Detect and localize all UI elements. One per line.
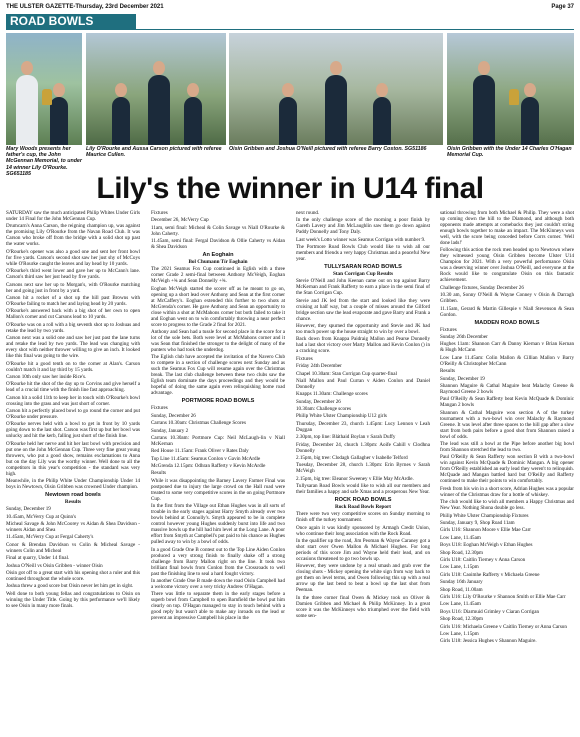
article-body (6, 210, 574, 732)
person-figure (16, 75, 38, 145)
page-header-left: THE ULSTER GAZETTE-Thursday, 23rd December 2021 (6, 4, 164, 10)
article-paragraph: Sunday, January 9, Shop Road 11am (440, 520, 515, 527)
article-paragraph: 10.45am, McVerry Cup at Quinn's (6, 513, 76, 520)
article-paragraph: Girls U16: Michaela Greene v Caitlin Tierney or Anna Carson (440, 623, 567, 630)
section-heading: PORTMORE ROAD BOWLS (181, 398, 255, 405)
article-paragraph: In the first from the Village out Ethan Hughes was in all sorts of trouble in the early stages against Harry Smyth already over two bowls behind at Connolly's. Smyth appeared to be in complete control however young Hughes suddenly burst into life and two massive bowls up the hill had him level at the Long Lane. A poor effort from Smyth at Campbell's put paid to his chance as Hughes pulled away to win by a bowl of odds. (151, 503, 285, 546)
photo-lily-aussa-referee (86, 33, 226, 145)
photo-caption: Oisin Gribben with the Under 14 Charles O'Hagan Memorial Cup. (447, 146, 572, 159)
article-paragraph: Shannon Maguire & Cathal Maguire beat Malachy Greene & Raymond Greene 2 bowls (440, 382, 574, 395)
article-paragraph: Girls U18: Caitlin Tierney v Anna Carson (440, 556, 526, 563)
person-figure (184, 97, 202, 145)
article-paragraph: Challenge fixtures, Sunday December 26 (440, 284, 524, 291)
article-paragraph: The lead was still a bowl at the Pipe before another big bowl from Shannon stretched the lead to two. (440, 441, 574, 454)
article-paragraph: Fixtures (440, 326, 457, 333)
article-paragraph: Sunday, December 19 (6, 506, 51, 513)
article-paragraph: In the only challenge score of the morning a poor finish by Gareth Lavery and Jim McLaughlin saw them go down against Paddy Donnelly and Tony Daly. (296, 217, 430, 236)
article-paragraph: O'Rourke's opener was also a good one and sent her front bowl for five yards. Carson's second shot saw her just shy of McCoys while O'Rourke caught the leaves and lay head by 10 yards. (6, 248, 140, 267)
article-paragraph: Sunday, December 26 (296, 398, 341, 405)
article-paragraph: O'Rourke hit the shot of the day up to Corvins and give herself a lead of a crucial time with the finish line fast approaching. (6, 381, 140, 394)
article-column (296, 210, 430, 732)
person-figure (473, 75, 495, 145)
article-paragraph: Shannon & Cathal Maguire won section A of the turkey tournament with a two-bowl win over Malachy & Raymond Greene. It was level after three spaces to the hill gap after a slow start from both pairs before a good shot from Shannon raised a bowl of odds. (440, 409, 574, 440)
trophy-icon (509, 89, 519, 105)
article-paragraph: Carrans 10.30am: Portmore Cup: Neil McLaugh-lin v Niall McKernan (151, 434, 285, 447)
article-paragraph: sational throwing from both Michael & Philip. They were a shot up coming down the hill to the Diamond, and although both opponents made attempts at comebacks they just couldn't string enough bowls together to make an impact. The McKinneys won well, with the score being conceded before Corrs corner. 'Well done lads!' (440, 210, 574, 246)
article-paragraph: Final at quarry, Under 14 final. (6, 555, 70, 562)
section-heading: Newtown road bowls (45, 492, 101, 499)
photo-cup-presentation (6, 33, 82, 145)
person-figure (279, 97, 297, 145)
article-paragraph: The Eglish club have accepted the invitation of the Navero Club to compete in a section of challenge scores next Sunday and as such the Seamus Fox Cup will resume again over the Christmas break. The last club challenge between these two clubs saw the Eglish team dominate the days proceedings and they would be hopeful of doing the same again even relinquishing home road advantage. (151, 354, 285, 397)
article-paragraph: Carson 10th only saw her inside Rice's. (6, 373, 87, 380)
article-paragraph: In the three corner final Owen & Mickey took on Oliver & Damien Gribben and Michael & Philip McKinney. In a great score it was the McKinneys who triumphed over the field with some sen- (296, 594, 430, 619)
person-figure (373, 97, 391, 145)
article-paragraph: December 26, McVerry Cup (151, 217, 209, 224)
article-paragraph: next round. (296, 210, 320, 216)
article-paragraph: Back down from Knappa Paidraig Mallon and Pearse Donnelly had a last shot victory over Marty Mallon and Kevin Conlon () in a cracking score. (296, 336, 430, 355)
article-column (440, 210, 574, 732)
person-figure (325, 75, 347, 145)
article-paragraph: Micheal Savage & John McCoorey vs Aidan & Shea Davidson - winners Aidan and Shea (6, 521, 140, 534)
article-paragraph: Following this action the rock men headed up to Newtown where they witnessed young Oisin Gribben become Ulster U14 Champion for 2021. With a very powerful performance Oisin was a deserving winner over Joshua O'Neill, and everyone at the Rock would like to congratulate Oisin on this fantastic achievement. (440, 247, 574, 284)
article-paragraph: Friday, December 24, church 1.30pm: Aoife Cahill v Clodhna Donnelly (296, 441, 430, 454)
article-paragraph: O'Rourke was on a roll with a big seventh shot up to Joshuas and retake the lead by two yards. (6, 321, 140, 334)
article-paragraph: Red House 11.15am: Frank Oliver v Rates Daly (151, 448, 249, 455)
article-paragraph: In the qualifier up the road, Jim Peoman & Wayne Caraney got a shot start over Owen Mallon & Michael Hughes. For long periods of this score Jim and Wayne held their lead, and on occasions threatened to go two bowls up. (296, 537, 430, 562)
article-paragraph: 11am, semi final: Micheal & Colin Savage vs Niall O'Rourke & John Caherty. (151, 224, 285, 237)
article-paragraph: Low Lane, 1.15pm (440, 630, 479, 637)
article-paragraph: Shop Road, 12.30pm (440, 549, 484, 556)
article-paragraph: Sunday 16th January (440, 579, 483, 586)
article-paragraph: 11.15am, Gerard & Martin Gillespie v Niall Stevenson & Sean Gordon. (440, 305, 574, 318)
section-heading: TULLYSARAN ROAD BOWLS (324, 264, 402, 271)
section-rule (6, 29, 574, 30)
article-paragraph: Low Lane 11.45am: Colin Mallon & Cillian Mallon v Barry O'Reilly & Christopher McCann (440, 354, 574, 367)
article-paragraph: Results (151, 470, 167, 477)
photo-caption: Oisin Gribben and Joshua O'Neill pictured with referee Barry Coston. SG51186 (229, 146, 427, 152)
photo-caption: Lily O'Rourke and Aussa Carson pictured with referee Maurice Cullen. (86, 146, 222, 159)
article-paragraph: 2.15pm, big tree: Eleanor Sweeney v Ellie May McArdle. (296, 475, 414, 482)
article-paragraph: In a good Grade One B contest out to the Top Line Aiden Conlon produced a very strong finish to finally shake off a strong challenge from Barry Mallon right on the line. It took two brilliant final bowls from Conlon from the Crossroads to well past the finishing line to seal a hard fought victory. (151, 546, 285, 577)
article-paragraph: Paul O'Reilly & Sean Rafferty won section B with a two-bowl win against Kevin McQuade & Dominic Mangan. A big opener from O'Reilly established an early lead they weren't to relinquish. McQuade and Mangan battled hard but O'Reilly and Rafferty continued to make their points to win comfortably. (440, 454, 574, 485)
article-paragraph: Results (440, 368, 456, 375)
person-figure (50, 97, 68, 145)
article-paragraph: Knapps 11.30am: Challenge scores (296, 391, 368, 398)
section-heading: MADDEN ROAD BOWLS (474, 319, 540, 326)
article-paragraph: SATURDAY saw the much anticipated Philip Whites Under Girls under 14 Final for the John McGennan Cup. (6, 210, 140, 222)
article-paragraph: Girls U16: Lily O'Rourke v Shannon Smith or Ellie Mae Carr (440, 593, 566, 600)
article-paragraph: Stevie and JK led from the start and looked like they were cruising at half way, but a couple of misses around the Gilford bridge section saw the lead evaporate and gave Barry and Frank a chance. (296, 297, 430, 322)
article-paragraph: However, they spurned the opportunity and Stevie and JK had too much power up the house straight to win by over a bowl. (296, 322, 430, 335)
article-paragraph: Joshua threw a good score but Oisin never let him get in sight. (6, 583, 134, 590)
article-paragraph: Carrans 10.30am: Christmas Challenge Scores (151, 420, 246, 427)
section-subheading: Bol Chumann Tír Eoghain (188, 259, 248, 266)
article-paragraph: Boys U16: Diarmuid Grimley v Ciaran Corrigan (440, 608, 540, 615)
article-paragraph: Anthony and Sean had a tussle for second place in the score for a lot of the sole bets. Both were level at McMahons corner and it was Sean that finished the stronger to the delight of many of the punters who had took the underdog. (151, 328, 285, 353)
article-paragraph: There were two very competitive scores on Sunday morning to finish off the turkey tournament. (296, 511, 430, 524)
article-paragraph: 11.45am, semi final: Fergal Davidson & Ollie Caherty vs Aidan & Shea Davidson (151, 238, 285, 251)
article-paragraph: Last week's Lotto winner was Seamus Corrigan with number 9. (296, 236, 426, 243)
photo-oisin-cup (447, 33, 574, 145)
section-heading: ROCK ROAD BOWLS (334, 497, 392, 504)
article-paragraph: In another Grade One B made down the road Oisin Campbell had a welcome victory over a very tricky Andrew O'Hagan. (151, 578, 285, 591)
article-paragraph: O'Rourke held her nerve and hit her last bowl with precision and put one on the John McGennan Cup. Three very fine great young throwers, who put a good show, remains exclamations to Anna but on the day Lily was the worthy winner. Well done to all the competitors in this year's competition - the standard was very high. (6, 440, 140, 477)
article-paragraph: Girls U18: Jessica Hughes v Shannon Maguire. (440, 638, 537, 645)
article-paragraph: O'Rourke nerves held with a bowl to get in front by 10 yards going down to the last shot. Carson was first up but her bowl was unlucky and hit the kerb, falling just short of the finish line. (6, 421, 140, 440)
article-paragraph: While it was disappointing the Barney Lavery Farmer Final was postponed due to injury the large crowd on the Hall road were treated to some very competitive scores in the on going Portmore Cup. (151, 477, 285, 502)
article-paragraph: Sunday, December 19 (440, 375, 485, 382)
article-paragraph: 10.30 am, Sonny O'Neill & Wayne Conney v Oisin & Darragh Gribben. (440, 292, 574, 305)
article-paragraph: Conor & Brendan Davidson vs Colin & Micheal Savage - winners Colin and Micheal (6, 541, 140, 554)
article-paragraph: Oisin got off to a great start with his opening shot a ruler and this continued throughout the whole score. (6, 569, 140, 582)
article-paragraph: The 2021 Seamus Fox Cup continued in Eglish with a three corner Grade 2 semi-final between Anthony McVeigh, Eoghan McVeigh +¾ and Sean Donnelly +¾. (151, 266, 285, 285)
article-paragraph: Carson hit a solid 11th to keep her in touch with O'Rourke's bowl crossing into the grass and was just short of corner. (6, 394, 140, 407)
article-paragraph: Carson hit a rocket of a shot up the hill past Browns with O'Rourke failing to match her and laying head by 20 yards. (6, 294, 140, 307)
section-banner: ROAD BOWLS (6, 14, 136, 29)
article-paragraph: 11.45am, McVerry Cup at Fergal Caherty's (6, 534, 94, 541)
section-subheading: Rock Road Bowls Report (334, 504, 392, 511)
article-paragraph: Well done to both young fellas and congratulations to Oisin on winning the Under Title. Going by this performance we'll likely to see Oisin in many more finals. (6, 590, 140, 609)
article-paragraph: Top Line 11.45am: Seamus Conlon v Gavin McArdle (151, 455, 261, 462)
article-paragraph: Sunday, December 26 (151, 412, 196, 419)
article-paragraph: Carson hit a perfectly placed bowl to go round the corner and put O'Rourke under pressure. (6, 408, 140, 421)
page-header (6, 4, 574, 14)
section-subheading: Results (64, 499, 82, 506)
photo-caption: Mary Woods presents her father's cup, the John McGennan Memorial, to under 14 winner Lily O'Rourke. SG651185 (6, 146, 82, 177)
article-paragraph: The club would like to wish all members a Happy Christmas and New Year. Nothing Shona double go less. (440, 499, 574, 512)
section-heading: An Eoghain (202, 252, 234, 259)
article-paragraph: Boys U18: Eoghan McVeigh v Ethan Hughes (440, 542, 533, 549)
article-paragraph: Tuesday, December 28, church 1.30pm: Erin Byrnes v Sarah McVeigh (296, 462, 430, 475)
article-paragraph: 2.15pm, big tree: Clodagh Gallagher v Isabelle Telford (296, 455, 408, 462)
article-paragraph: Friday 24th December (296, 363, 342, 370)
headline: Lily's the winner in U14 final (96, 172, 484, 205)
trophy-icon (42, 89, 52, 105)
article-paragraph: Fresh from his win in a short score, Adrian Hughes was a popular winner of the Christmas draw for a bottle of whiskey. (440, 485, 574, 498)
article-paragraph: There was little to separate them in the early stages before a superb bowl from Campbell to open Barnfield the bowl put him clearly on top. O'Hagan managed to stay in touch behind with a good reply but wasn't able to make any inroads on the lead or prevent an impressive Campbell his place in the (151, 591, 285, 622)
article-paragraph: 10.30am: Challenge scores (296, 406, 352, 413)
person-figure (112, 97, 130, 145)
article-column (151, 210, 285, 732)
article-paragraph: Fixtures (151, 210, 168, 216)
article-paragraph: Niall Mallon and Paul Curran v Aiden Conlon and Daniel Donnelly (296, 377, 430, 390)
section-subheading: Stan Corrigan Cup Results (332, 271, 394, 278)
article-paragraph: Girls U18: Caoimhe Rafferty v Michaela Greene (440, 571, 540, 578)
article-paragraph: Stevie O'Neill and John Keenan came out on top against Barry McKernan and Frank Rafferty to earn a place in the semi final of the Stan Corrigan Cup. (296, 278, 430, 297)
article-paragraph: Carsons next saw her up to Morgan's, with O'Rourke matching her and going just in front by a yard. (6, 281, 140, 294)
article-paragraph: Chapel 10.30am: Stan Corrigan Cup quarter-final (296, 370, 397, 377)
article-column (6, 210, 140, 732)
article-paragraph: The Portmore Road Bowls Club would like to wish all our members and friends a very happy Christmas and a peaceful New year. (296, 244, 430, 263)
article-paragraph: Tullysaran Road Bowls would like to wish all our members and their families a happy and safe Xmas and a prosperous New Year. (296, 483, 430, 496)
article-paragraph: Fixtures (296, 355, 313, 362)
article-paragraph: Drumcarn's Anna Carson, the reigning champion up, was against the promising Lily O'Rourke from the Navan Road Club. It was Carson who broke off from the bridge with a solid shot up past the water works. (6, 223, 140, 248)
article-paragraph: Once again it was kindly sponsored by Armagh Credit Union, who continue their long association with the Rock Road. (296, 524, 430, 537)
article-paragraph: 2.30pm, top line: Bláthaid Boylan v Sarah Duffy (296, 434, 396, 441)
article-paragraph: Low Lane, 11.45am (440, 601, 481, 608)
article-paragraph: Hughes 11am: Shannon Carr & Danny Kiernan v Brian Kernan & Hugh McCann (440, 341, 574, 354)
article-paragraph: Low Lane, 11.45am (440, 534, 481, 541)
photo-oisin-joshua-referee (229, 33, 443, 145)
article-paragraph: Philip White Ulster Championship U12 girls (296, 413, 387, 420)
article-paragraph: Thursday, December 23, church 1.45pm: Lucy Lennon v Leah Duggan (296, 420, 430, 433)
article-paragraph: Sunday, January 2 (151, 427, 189, 434)
article-paragraph: O'Rourke hit a good tenth on to the corner at Alan's. Carson couldn't match it and lay third by 15 yards. (6, 360, 140, 373)
article-paragraph: Sunday 26th December (440, 333, 488, 340)
article-paragraph: McGrenda 12.15pm: Odhran Rafferty v Kevin McArdle (151, 463, 266, 470)
article-paragraph: Paul O'Reilly & Sean Rafferty beat Kevin McQuade & Dominic Mangan 2 bowls (440, 396, 574, 409)
article-paragraph: Low Lane, 1.15pm (440, 564, 479, 571)
article-paragraph: However, they were undone by a real smash and grab over the closing shots - Mickey opening the white sign from way back to get them on level terms, and Owen following this up with a real arrow up the last bend to beat a bowl up the last shot from Peeman. (296, 563, 430, 594)
article-paragraph: O'Rourke's third went lower and gave her up to McCann's lane. Carson's third saw her just head by five yards. (6, 268, 140, 281)
article-paragraph: Carson next was a solid one and saw her just past the lane turns and retake the lead by two yards. The lead was changing with every shot with neither thrower willing to give an inch. It looked like this final was going to the wire. (6, 335, 140, 360)
article-paragraph: Joshua O'Neill vs Oisin Gribben - winner Oisin (6, 562, 103, 569)
article-paragraph: Fixtures (151, 405, 168, 412)
article-paragraph: Meanwhile, in the Philip White Under Championship Under 14 boys in Newtown, Oisin Gribben was crowned Under champion. (6, 478, 140, 491)
person-figure (521, 97, 539, 145)
article-paragraph: Philip White Ulster Championship Fixtures (440, 512, 529, 519)
person-figure (148, 75, 170, 145)
article-paragraph: Girls U16: Shannon Moore v Ellie Mae Carr (440, 527, 531, 534)
article-paragraph: Eoghan McVeigh started the scorer off as he meant to go on, opening up a short lead over Anthony and Sean at the first corner at McCaffery's. Eoghan extended this further to two shots at McGrenda's corner. He gave Anthony and Sean an opportunity to close within a shot at McMahons corner but both failed to take it and Eoghan went on to win comfortably throwing a near perfect score to progress to the Grade 2 final for 2021. (151, 285, 285, 328)
article-paragraph: Shop Road, 12.30pm (440, 616, 484, 623)
article-paragraph: Shop Road, 11.00am (440, 586, 483, 593)
page-number: Page 37 (551, 4, 574, 10)
article-paragraph: O'Rourke's answered back with a big shot of her own to open Mallon's corner and cut Carsons lead to 10 yards. (6, 308, 140, 321)
